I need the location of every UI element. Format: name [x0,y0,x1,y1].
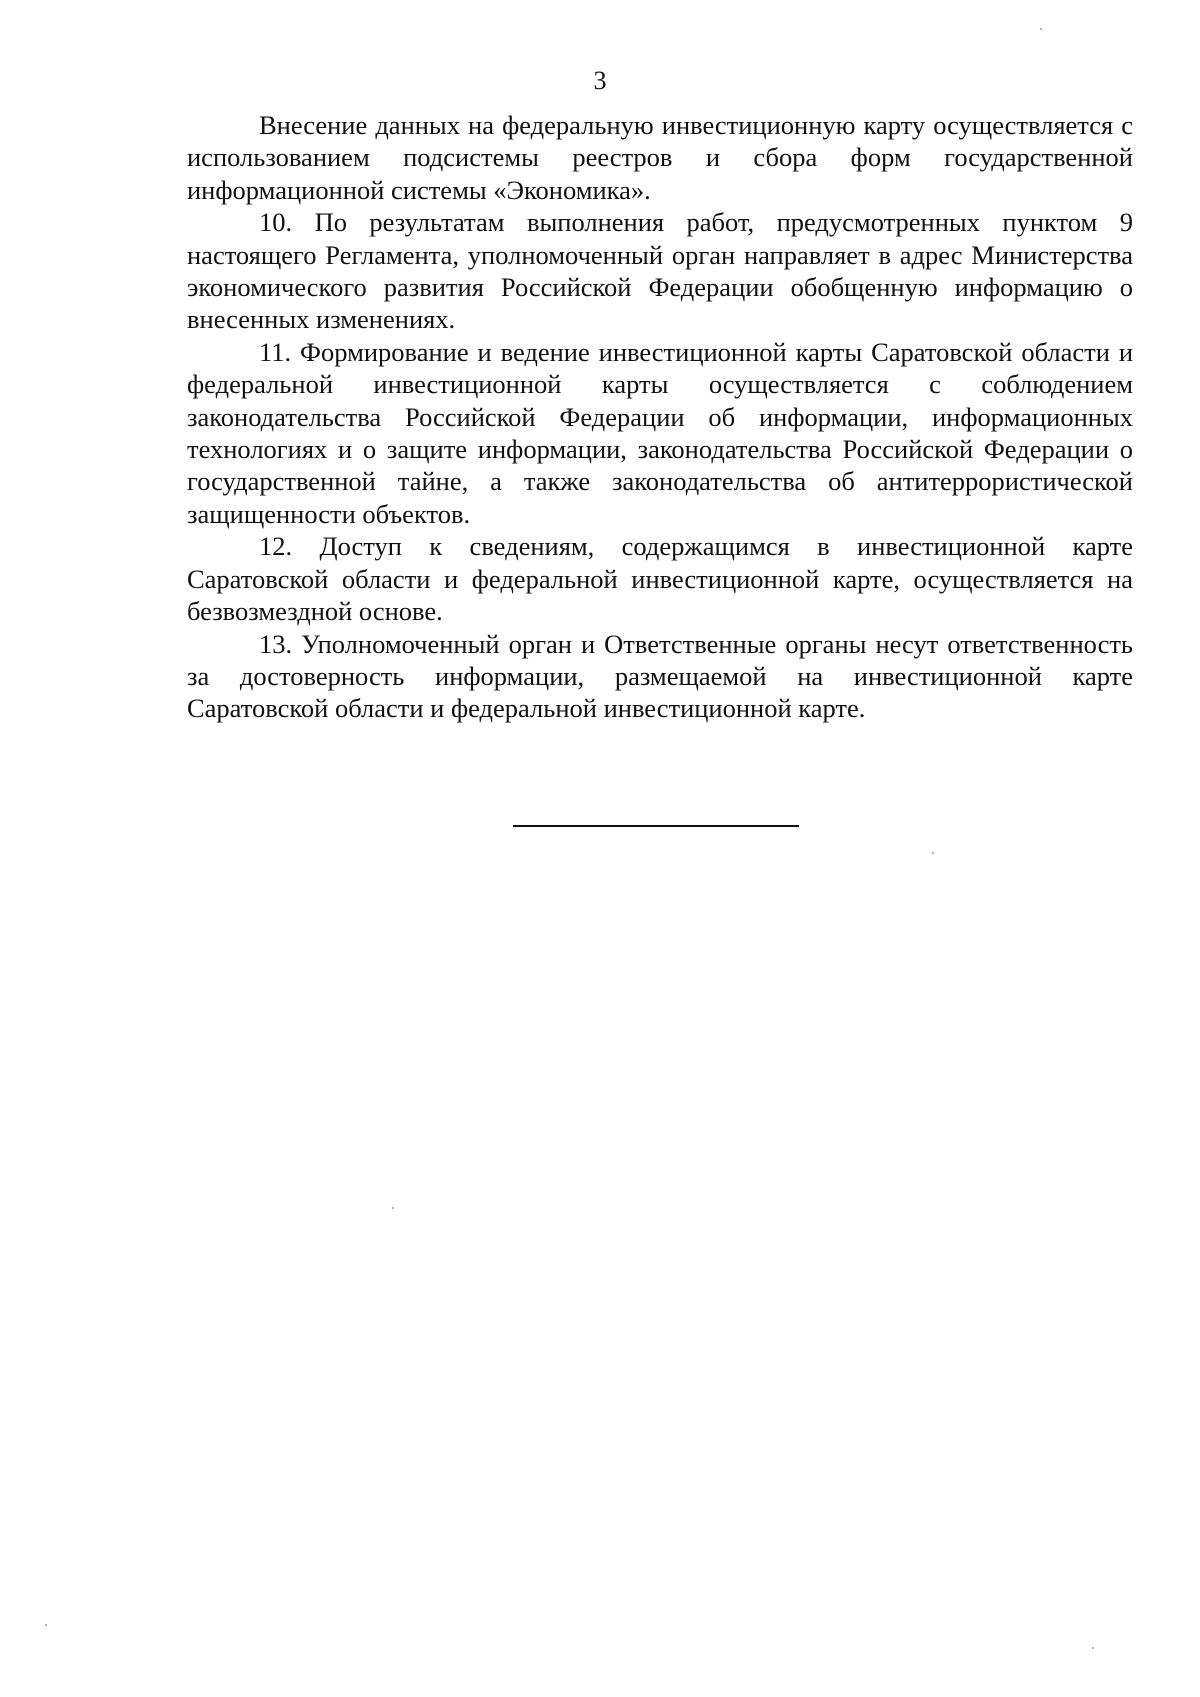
document-body [187,109,1133,725]
paragraph-12: 12. Доступ к сведениям, содержащимся в инвестиционной карте Саратовской области и федеральной инвестиционной карте, осуществляется на безвозмездной основе. [187,531,1133,627]
scan-speck [45,1624,47,1626]
paragraph-intro: Внесение данных на федеральную инвестиционную карту осуществляется с использованием подсистемы реестров и сбора форм государственной информационной системы «Экономика». [187,110,1133,205]
page-number: 3 [593,66,607,95]
scan-speck [392,1207,394,1209]
scan-speck [1040,28,1042,30]
end-of-document-line [513,825,799,827]
paragraph-10: 10. По результатам выполнения работ, предусмотренных пунктом 9 настоящего Регламента, уполномоченный орган направляет в адрес Министерства экономического развития Российской Федерации обобщенную информацию о внесенных изменениях. [187,207,1133,335]
scan-speck [932,852,934,854]
paragraph-13: 13. Уполномоченный орган и Ответственные органы несут ответственность за достоверность информации, размещаемой на инвестиционной карте Саратовской области и федеральной инвестиционной карте. [187,628,1133,724]
paragraph-11: 11. Формирование и ведение инвестиционной карты Саратовской области и федеральной инвестиционной карты осуществляется с соблюдением законодательства Российской Федерации об информации, информационных технологиях и о защите информации, законодательства Российской Федерации о государственной тайне, а также законодательства об антитеррористической защищенности объектов. [187,336,1133,529]
scan-speck [1092,1647,1094,1649]
